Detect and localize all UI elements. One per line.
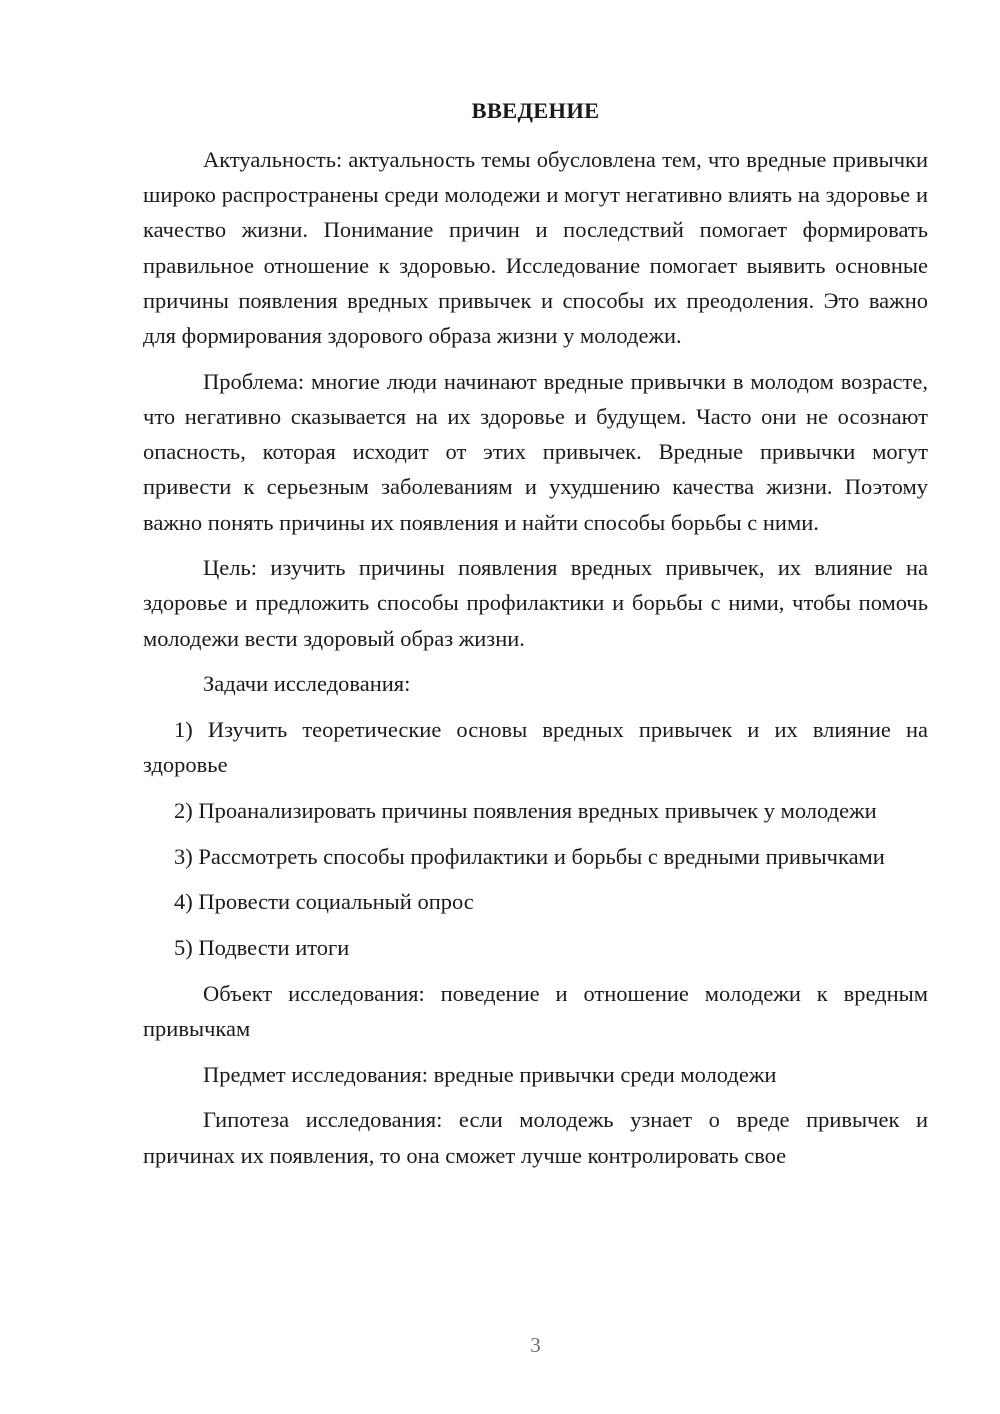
document-page: [143, 0, 928, 1414]
paragraph-goal: Цель: изучить причины появления вредных привычек, их влияние на здоровье и предложить способы профилактики и борьбы с ними, чтобы помочь молодежи вести здоровый образ жизни.: [143, 555, 928, 651]
paragraph-object: Объект исследования: поведение и отношение молодежи к вредным привычкам: [143, 980, 928, 1041]
section-title: ВВЕДЕНИЕ: [471, 98, 600, 123]
paragraph-hypothesis: Гипотеза исследования: если молодежь узнает о вреде привычек и причинах их появления, то она сможет лучше контролировать свое: [143, 1107, 928, 1168]
paragraph-problem: Проблема: многие люди начинают вредные привычки в молодом возрасте, что негативно сказывается на их здоровье и будущем. Часто они не осознают опасность, которая исходит от этих привычек. Вредные привычки могут привести к серьезным заболеваниям и ухудшению качества жизни. Поэтому важно понять причины их появления и найти способы борьбы с ними.: [143, 368, 928, 535]
paragraph-relevance: Актуальность: актуальность темы обусловлена тем, что вредные привычки широко распространены среди молодежи и могут негативно влиять на здоровье и качество жизни. Понимание причин и последствий помогает формировать правильное отношение к здоровью. Исследование помогает выявить основные причины появления вредных привычек и способы их преодоления. Это важно для формирования здорового образа жизни у молодежи.: [143, 147, 928, 349]
body-text: [143, 142, 928, 1183]
tasks-heading: Задачи исследования:: [203, 671, 411, 697]
task-item-2: 2) Проанализировать причины появления вредных привычек у молодежи: [174, 797, 877, 823]
page-number: 3: [530, 1333, 541, 1357]
task-item-4: 4) Провести социальный опрос: [174, 889, 474, 915]
task-item-1: 1) Изучить теоретические основы вредных привычек и их влияние на здоровье: [143, 717, 928, 778]
task-item-3: 3) Рассмотреть способы профилактики и борьбы с вредными привычками: [174, 843, 885, 869]
task-item-5: 5) Подвести итоги: [174, 935, 350, 961]
paragraph-subject: Предмет исследования: вредные привычки среди молодежи: [203, 1061, 777, 1087]
